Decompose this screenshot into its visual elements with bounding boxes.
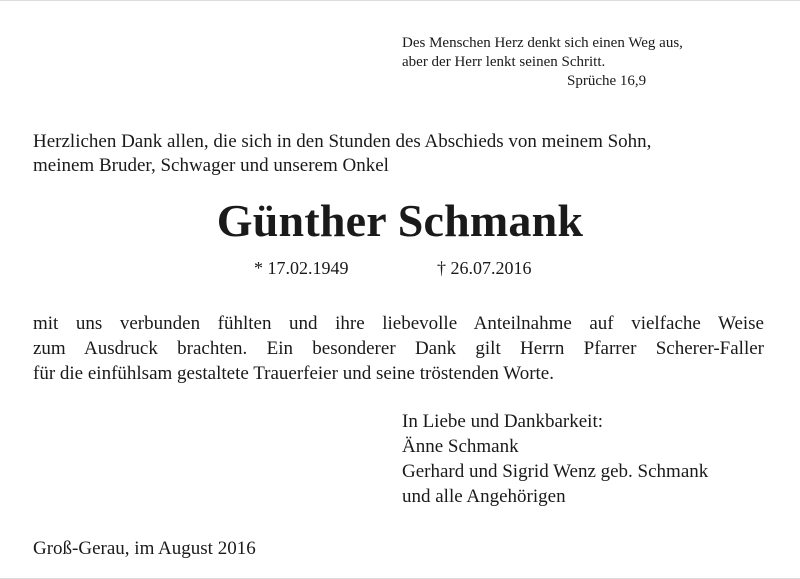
deceased-name: Günther Schmank: [216, 195, 584, 246]
verse-line-1: Des Menschen Herz denkt sich einen Weg aus,: [402, 35, 683, 51]
place-and-date: Groß-Gerau, im August 2016: [33, 538, 256, 559]
death-date: † 26.07.2016: [437, 258, 532, 278]
thanks-line-2: zum Ausdruck brachten. Ein besonderer Dank gilt Herrn Pfarrer Scherer-Faller: [33, 338, 764, 359]
thanks-line-3: für die einfühlsam gestaltete Trauerfeier und seine tröstenden Worte.: [33, 363, 554, 384]
thanks-line-1: mit uns verbunden fühlten und ihre liebevolle Anteilnahme auf vielfache Weise: [33, 313, 764, 334]
birth-date: * 17.02.1949: [254, 258, 349, 278]
signature-name-3: und alle Angehörigen: [402, 486, 566, 507]
signature-name-2: Gerhard und Sigrid Wenz geb. Schmank: [402, 461, 709, 482]
signature-greeting: In Liebe und Dankbarkeit:: [402, 411, 604, 432]
thanks-text: [33, 311, 764, 386]
intro-text: [33, 130, 773, 178]
signature-name-1: Änne Schmank: [402, 436, 519, 457]
intro-line-1: Herzlichen Dank allen, die sich in den Stunden des Abschieds von meinem Sohn,: [33, 131, 652, 152]
verse-reference: Sprüche 16,9: [567, 73, 647, 89]
verse-line-2: aber der Herr lenkt seinen Schritt.: [402, 54, 606, 70]
signature-block: [402, 409, 782, 509]
intro-line-2: meinem Bruder, Schwager und unserem Onkel: [33, 155, 389, 176]
bible-verse: [402, 34, 742, 91]
